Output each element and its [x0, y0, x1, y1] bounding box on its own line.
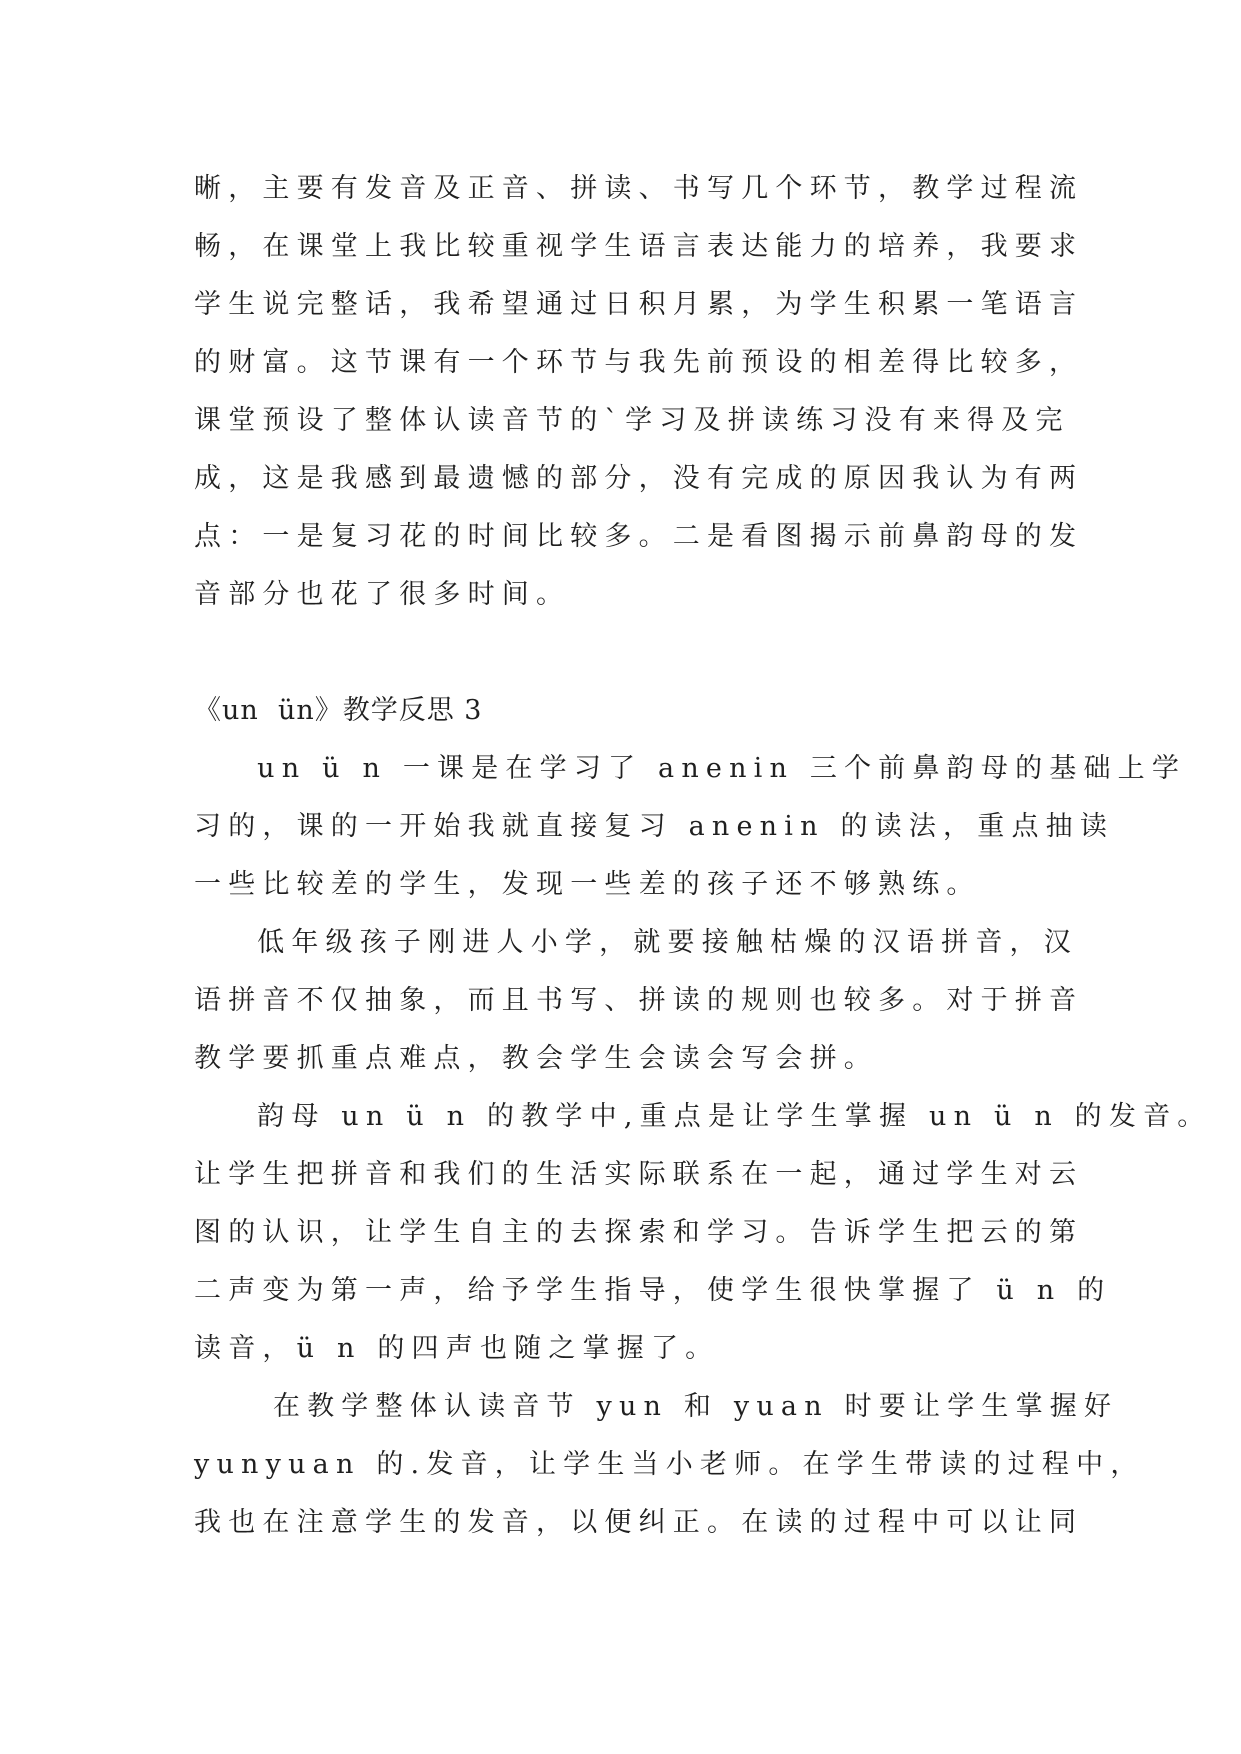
paragraph-1-line-3: 学生说完整话，我希望通过日积月累，为学生积累一笔语言 — [194, 289, 1084, 320]
paragraph-4-line-3: 图的认识，让学生自主的去探索和学习。告诉学生把云的第 — [194, 1217, 1084, 1248]
paragraph-2-line-3: 一些比较差的学生，发现一些差的孩子还不够熟练。 — [194, 869, 981, 900]
paragraph-4-line-2: 让学生把拼音和我们的生活实际联系在一起，通过学生对云 — [194, 1159, 1084, 1190]
paragraph-3-line-2: 语拼音不仅抽象，而且书写、拼读的规则也较多。对于拼音 — [194, 985, 1084, 1016]
paragraph-1-line-5: 课堂预设了整体认读音节的`学习及拼读练习没有来得及完 — [194, 405, 1070, 436]
paragraph-1-line-1: 晰，主要有发音及正音、拼读、书写几个环节，教学过程流 — [194, 173, 1084, 204]
paragraph-4-line-1: 韵母 un ü n 的教学中,重点是让学生掌握 un ü n 的发音。 — [194, 1101, 1212, 1132]
paragraph-4-line-5: 读音，ü n 的四声也随之掌握了。 — [194, 1333, 720, 1364]
paragraph-5-line-1: 在教学整体认读音节 yun 和 yuan 时要让学生掌握好 — [194, 1391, 1119, 1422]
paragraph-2-line-2: 习的，课的一开始我就直接复习 anenin 的读法，重点抽读 — [194, 811, 1115, 842]
section-heading: 《un ün》教学反思 3 — [194, 695, 483, 726]
paragraph-1-line-8: 音部分也花了很多时间。 — [194, 579, 571, 610]
paragraph-4-line-4: 二声变为第一声，给予学生指导，使学生很快掌握了 ü n 的 — [194, 1275, 1112, 1306]
paragraph-1-line-6: 成，这是我感到最遗憾的部分，没有完成的原因我认为有两 — [194, 463, 1084, 494]
paragraph-2-line-1: un ü n 一课是在学习了 anenin 三个前鼻韵母的基础上学 — [194, 753, 1187, 784]
paragraph-5-line-2: yunyuan 的.发音，让学生当小老师。在学生带读的过程中， — [194, 1449, 1145, 1480]
paragraph-5-line-3: 我也在注意学生的发音，以便纠正。在读的过程中可以让同 — [194, 1507, 1084, 1538]
paragraph-3-line-3: 教学要抓重点难点，教会学生会读会写会拼。 — [194, 1043, 878, 1074]
paragraph-1-line-4: 的财富。这节课有一个环节与我先前预设的相差得比较多， — [194, 347, 1084, 378]
paragraph-1-line-7: 点：一是复习花的时间比较多。二是看图揭示前鼻韵母的发 — [194, 521, 1084, 552]
paragraph-1-line-2: 畅，在课堂上我比较重视学生语言表达能力的培养，我要求 — [194, 231, 1084, 262]
paragraph-3-line-1: 低年级孩子刚进人小学，就要接触枯燥的汉语拼音，汉 — [194, 927, 1078, 958]
